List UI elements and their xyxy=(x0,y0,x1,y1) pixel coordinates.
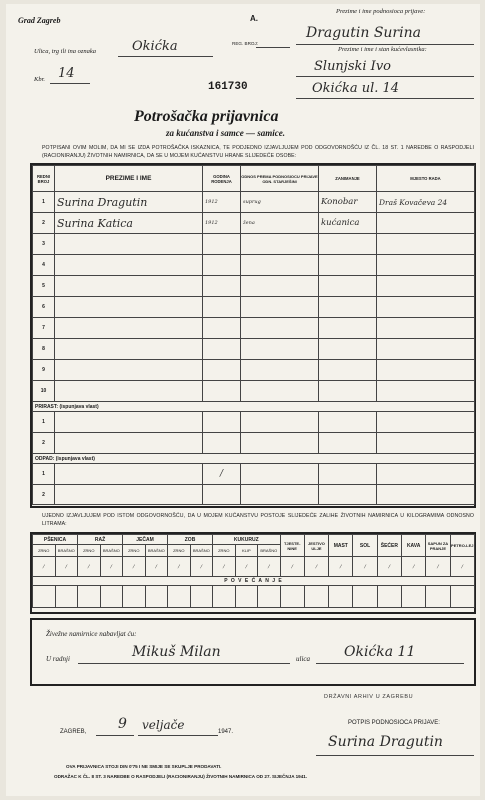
member-year: 1912 xyxy=(203,213,241,234)
tick-mark: / xyxy=(33,557,56,577)
member-occupation: kućanica xyxy=(319,213,377,234)
form-letter: A. xyxy=(250,14,258,23)
group-zob: ZOB xyxy=(168,535,213,545)
shop-value: Mikuš Milan xyxy=(132,644,221,660)
applicant-label: Prezime i ime podnosioca prijave: xyxy=(336,8,426,15)
col-year: GODINA RODENJA xyxy=(203,166,241,192)
col-workplace: MJESTO RADA xyxy=(377,166,475,192)
tick-mark: / xyxy=(450,557,474,577)
table-row xyxy=(33,339,475,360)
date-month-line xyxy=(138,735,218,736)
street-label: Ulica, trg ili ina oznaka xyxy=(34,48,97,55)
tick-mark: / xyxy=(100,557,123,577)
sub-zrno: ZRNO xyxy=(78,545,101,557)
row-number: 2 xyxy=(33,213,55,234)
date-day-line xyxy=(96,735,134,736)
footer-reference: ODRAŽAC K ČL. 8 ST. 3 NAREDBE O RASPODJELI (RACIONIRANJU) ŽIVOTNIH NAMIRNICA OD 27. SIJEČNJA 1941. xyxy=(54,774,308,779)
applicant-value: Dragutin Surina xyxy=(306,25,421,41)
prirast-label: PRIRAST: (ispunjava vlast) xyxy=(33,402,475,412)
row-number: 1 xyxy=(33,412,55,433)
sub-zrno: ZRNO xyxy=(123,545,146,557)
col-sol: SOL xyxy=(353,535,377,557)
table-row xyxy=(33,464,475,485)
form-page xyxy=(6,4,480,796)
table-row xyxy=(33,360,475,381)
row-number: 6 xyxy=(33,297,55,318)
declaration-text: POTPISANI OVIM MOLIM, DA MI SE IZDA POTROŠAČKA ISKAZNICA, TE PODJEDNO IZJAVLJUJEM POD ODGOVORNOŠĆU IZ ČL. 18 ST. 1 NAREDBE O RASPODJELI (RACIONIRANJU) ŽIVOTNIH NAMIRNICA, DA SE U MOJEM KUĆANSTVU HRANE SLIJEDEĆE OSOBE: xyxy=(42,145,474,159)
group-jecam: JEČAM xyxy=(123,535,168,545)
row-number: 7 xyxy=(33,318,55,339)
tick-mark: / xyxy=(258,557,281,577)
table-row xyxy=(33,213,475,234)
sub-brasno: BRAŠNO xyxy=(190,545,213,557)
row-number: 9 xyxy=(33,360,55,381)
povecanje-label: P O V E Ć A N J E xyxy=(33,577,475,586)
tick-mark: / xyxy=(329,557,353,577)
group-kukuruz: KUKURUZ xyxy=(213,535,281,545)
col-relation: ODNOS PREMA PODNOSIOCU PRIJAVE ODN. STARJEŠINI xyxy=(241,166,319,192)
member-relation: žena xyxy=(241,213,319,234)
tick-mark: / xyxy=(190,557,213,577)
date-year: 1947. xyxy=(218,729,234,735)
member-occupation: Konobar xyxy=(319,192,377,213)
member-name: Surina Dragutin xyxy=(55,192,203,213)
owner-label: Prezime i ime i stan kućevlasnika: xyxy=(338,46,427,53)
tick-mark: / xyxy=(377,557,401,577)
group-psenica: PŠENICA xyxy=(33,535,78,545)
row-number: 10 xyxy=(33,381,55,402)
stock-table xyxy=(32,534,475,608)
table-row xyxy=(33,433,475,454)
row-number: 2 xyxy=(33,485,55,505)
tick-mark: / xyxy=(402,557,426,577)
group-raz: RAŽ xyxy=(78,535,123,545)
stock-row xyxy=(33,557,475,577)
applicant-line xyxy=(296,44,474,45)
member-workplace xyxy=(377,213,475,234)
date-place: ZAGREB, xyxy=(60,729,87,735)
supplier-label: Živežne namirnice nabavljat ću: xyxy=(46,630,137,638)
owner-value: Slunjski Ivo xyxy=(314,59,391,74)
col-name: PREZIME I IME xyxy=(55,166,203,192)
owner-address-line xyxy=(296,98,474,99)
row-number: 5 xyxy=(33,276,55,297)
row-number: 2 xyxy=(33,433,55,454)
tick-mark: / xyxy=(168,557,191,577)
sub-brasno: BRAŠNO xyxy=(100,545,123,557)
shop-label: U radnji xyxy=(46,655,70,663)
row-number: 1 xyxy=(33,192,55,213)
owner-line xyxy=(296,76,474,77)
sub-brasno: BRAŠNO xyxy=(145,545,168,557)
table-row xyxy=(33,297,475,318)
archive-stamp: DRŽAVNI ARHIV U ZAGREBU xyxy=(324,694,414,700)
member-relation: suprug xyxy=(241,192,319,213)
sub-klip: KLIP xyxy=(235,545,258,557)
table-row xyxy=(33,234,475,255)
members-table xyxy=(32,165,475,505)
table-row xyxy=(33,381,475,402)
table-row xyxy=(33,485,475,505)
col-occupation: ZANIMANJE xyxy=(319,166,377,192)
tick-mark: / xyxy=(304,557,328,577)
tick-mark: / xyxy=(123,557,146,577)
table-row xyxy=(33,318,475,339)
tick-mark: / xyxy=(213,557,236,577)
member-workplace: Draš Kovačeva 24 xyxy=(377,192,475,213)
reg-line xyxy=(256,47,290,48)
row-number: 8 xyxy=(33,339,55,360)
stock-declaration: UJEDNO IZJAVLJUJEM POD ISTOM ODGOVORNOŠĆU, DA U MOJEM KUĆANSTVU POSTOJE SLIJEDEĆE ZALIHE ŽIVOTNIH NAMIRNICA U KILOGRAMIMA ODNOSNO LITRAMA: xyxy=(42,513,474,527)
form-subtitle: za kućanstva i samce — samice. xyxy=(166,128,285,138)
col-tjestenine: TJESTE-NINE xyxy=(280,535,304,557)
col-mast: MAST xyxy=(329,535,353,557)
stock-row xyxy=(33,586,475,608)
supplier-street-label: ulica xyxy=(296,655,310,663)
street-line xyxy=(118,56,213,57)
row-number: 3 xyxy=(33,234,55,255)
member-year: 1912 xyxy=(203,192,241,213)
tick-mark: / xyxy=(426,557,450,577)
col-sapun: SAPUN ZA PRANJE xyxy=(426,535,450,557)
row-number: 1 xyxy=(33,464,55,485)
col-ulje: JESTIVO ULJE xyxy=(304,535,328,557)
col-secer: ŠEĆER xyxy=(377,535,401,557)
tick-mark: / xyxy=(353,557,377,577)
table-row xyxy=(33,412,475,433)
member-name: Surina Katica xyxy=(55,213,203,234)
house-line xyxy=(50,83,90,84)
odpad-label: ODPAD: (ispunjava vlast) xyxy=(33,454,475,464)
date-month: veljače xyxy=(142,718,185,732)
col-redni: REDNI BROJ xyxy=(33,166,55,192)
sub-zrno: ZRNO xyxy=(213,545,236,557)
col-petrolej: PETRO-LEJ xyxy=(450,535,474,557)
serial-number: 161730 xyxy=(208,81,248,93)
form-title: Potrošačka prijavnica xyxy=(134,108,279,125)
table-row xyxy=(33,276,475,297)
tick-mark: / xyxy=(78,557,101,577)
shop-line xyxy=(78,663,290,664)
street-value: Okićka xyxy=(132,39,178,54)
table-row xyxy=(33,192,475,213)
signature-label: POTPIS PODNOSIOCA PRIJAVE: xyxy=(348,720,440,726)
house-value: 14 xyxy=(58,66,75,81)
tick-mark: / xyxy=(280,557,304,577)
row-number: 4 xyxy=(33,255,55,276)
owner-address: Okićka ul. 14 xyxy=(312,81,400,96)
signature-line xyxy=(316,755,474,756)
sub-brasno: BRAŠNO xyxy=(55,545,78,557)
tick-mark: / xyxy=(55,557,78,577)
tick-mark: / xyxy=(219,469,224,479)
footer-price: OVA PRIJAVNICA STOJI DIN 0'75 I NE SMIJE SE SKUPLJE PRODAVATI. xyxy=(66,764,222,769)
supplier-street-value: Okićka 11 xyxy=(344,644,416,660)
reg-label: REG. BROJ: xyxy=(232,41,259,46)
sub-brasno: BRAŠNO xyxy=(258,545,281,557)
sub-zrno: ZRNO xyxy=(168,545,191,557)
tick-mark: / xyxy=(235,557,258,577)
tick-mark: / xyxy=(145,557,168,577)
col-kava: KAVA xyxy=(402,535,426,557)
date-day: 9 xyxy=(118,716,127,732)
signature-value: Surina Dragutin xyxy=(328,734,443,750)
supplier-street-line xyxy=(316,663,464,664)
city-label: Grad Zagreb xyxy=(18,16,61,25)
table-row xyxy=(33,255,475,276)
sub-zrno: ZRNO xyxy=(33,545,56,557)
house-label: Kbr. xyxy=(34,76,46,83)
